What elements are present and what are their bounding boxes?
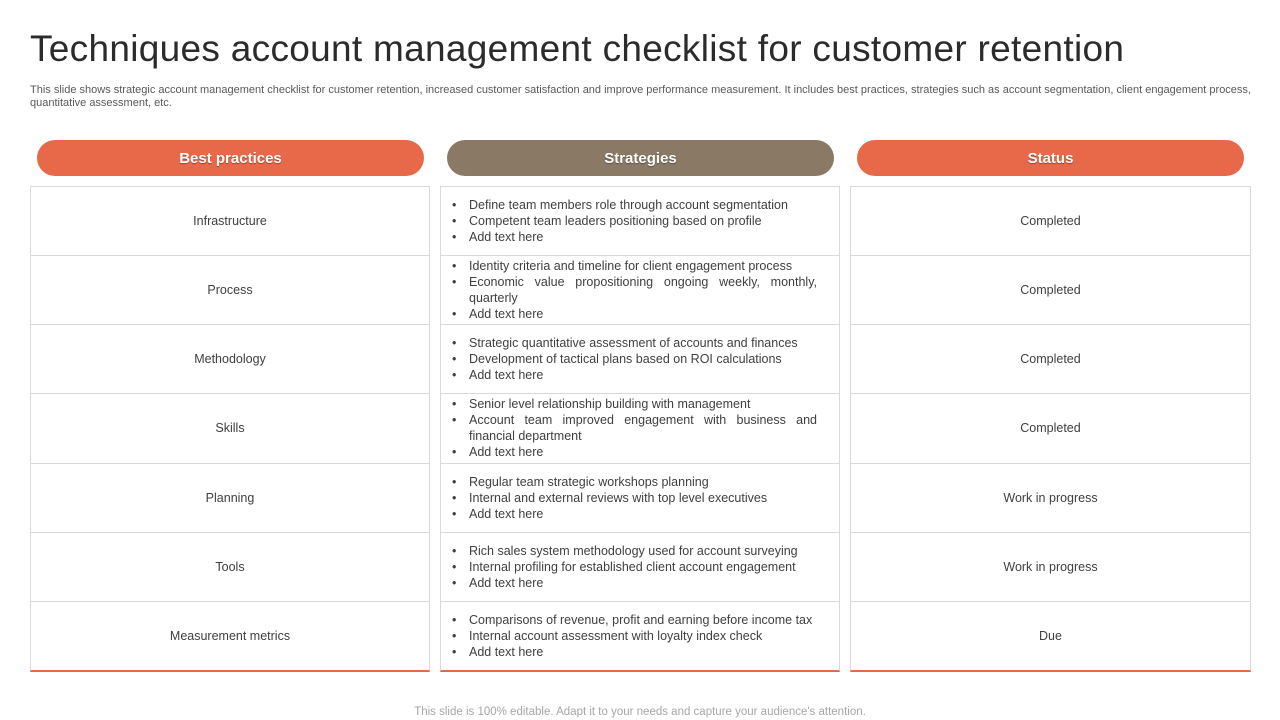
practice-cell: Tools <box>31 533 429 602</box>
strategy-item: • Strategic quantitative assessment of accounts and finances <box>451 335 798 351</box>
practice-cell: Infrastructure <box>31 187 429 256</box>
strategy-item: • Add text here <box>451 229 788 245</box>
strategy-list <box>451 396 817 460</box>
strategy-item: • Internal and external reviews with top level executives <box>451 490 767 506</box>
strategy-item: • Internal profiling for established client account engagement <box>451 559 798 575</box>
strategy-item: • Internal account assessment with loyalty index check <box>451 628 812 644</box>
practice-cell: Skills <box>31 394 429 463</box>
strategy-list <box>451 197 788 245</box>
practice-cell: Measurement metrics <box>169 628 291 643</box>
strategy-list <box>451 543 798 591</box>
strategy-list <box>451 612 812 660</box>
status-column <box>850 186 1251 672</box>
status-cell: Completed <box>851 394 1250 463</box>
strategy-cell <box>441 187 839 256</box>
strategy-item: • Add text here <box>451 506 767 522</box>
strategy-cell <box>441 256 839 325</box>
status-cell: Completed <box>851 325 1250 394</box>
header-status: Status <box>857 140 1244 176</box>
strategy-cell <box>441 394 839 463</box>
strategy-item: • Add text here <box>451 444 817 460</box>
header-best-practices: Best practices <box>37 140 424 176</box>
practice-cell: Process <box>31 256 429 325</box>
footer-note: This slide is 100% editable. Adapt it to your needs and capture your audience's attention. <box>414 706 866 718</box>
strategy-cell <box>441 602 839 670</box>
strategy-item: • Add text here <box>451 306 817 322</box>
strategy-item: • Identity criteria and timeline for client engagement process <box>451 258 817 274</box>
strategy-item: • Development of tactical plans based on ROI calculations <box>451 351 798 367</box>
status-cell: Work in progress <box>851 533 1250 602</box>
strategy-item: • Senior level relationship building with management <box>451 396 817 412</box>
strategy-item: • Comparisons of revenue, profit and earning before income tax <box>451 612 812 628</box>
header-strategies: Strategies <box>447 140 834 176</box>
strategy-cell <box>441 533 839 602</box>
strategy-item: • Add text here <box>451 367 798 383</box>
strategy-item: • Competent team leaders positioning based on profile <box>451 213 788 229</box>
strategy-item: • Economic value propositioning ongoing weekly, monthly, quarterly <box>451 274 817 306</box>
practice-cell: Methodology <box>31 325 429 394</box>
status-cell: Due <box>1039 628 1062 643</box>
strategy-item: • Account team improved engagement with business and financial department <box>451 412 817 444</box>
strategy-list <box>451 335 798 383</box>
strategy-list <box>451 474 767 522</box>
strategy-item: • Add text here <box>451 644 812 660</box>
strategies-column <box>440 186 840 672</box>
strategy-item: • Rich sales system methodology used for account surveying <box>451 543 798 559</box>
status-cell: Completed <box>851 187 1250 256</box>
strategy-item: • Regular team strategic workshops planning <box>451 474 767 490</box>
status-cell: Work in progress <box>851 464 1250 533</box>
strategy-item: • Add text here <box>451 575 798 591</box>
strategy-item: • Define team members role through account segmentation <box>451 197 788 213</box>
strategy-list <box>451 258 817 322</box>
strategy-cell <box>441 464 839 533</box>
best-practices-column <box>30 186 430 672</box>
page-title: Techniques account management checklist for customer retention <box>30 28 1125 69</box>
strategy-cell <box>441 325 839 394</box>
status-cell: Completed <box>851 256 1250 325</box>
slide-description: This slide shows strategic account management checklist for customer retention, increased customer satisfaction and improve performance measurement. It includes best practices, strategies such as account segmentation, client engagement process, quantitative assessment, etc. <box>30 84 1251 109</box>
practice-cell: Planning <box>31 464 429 533</box>
